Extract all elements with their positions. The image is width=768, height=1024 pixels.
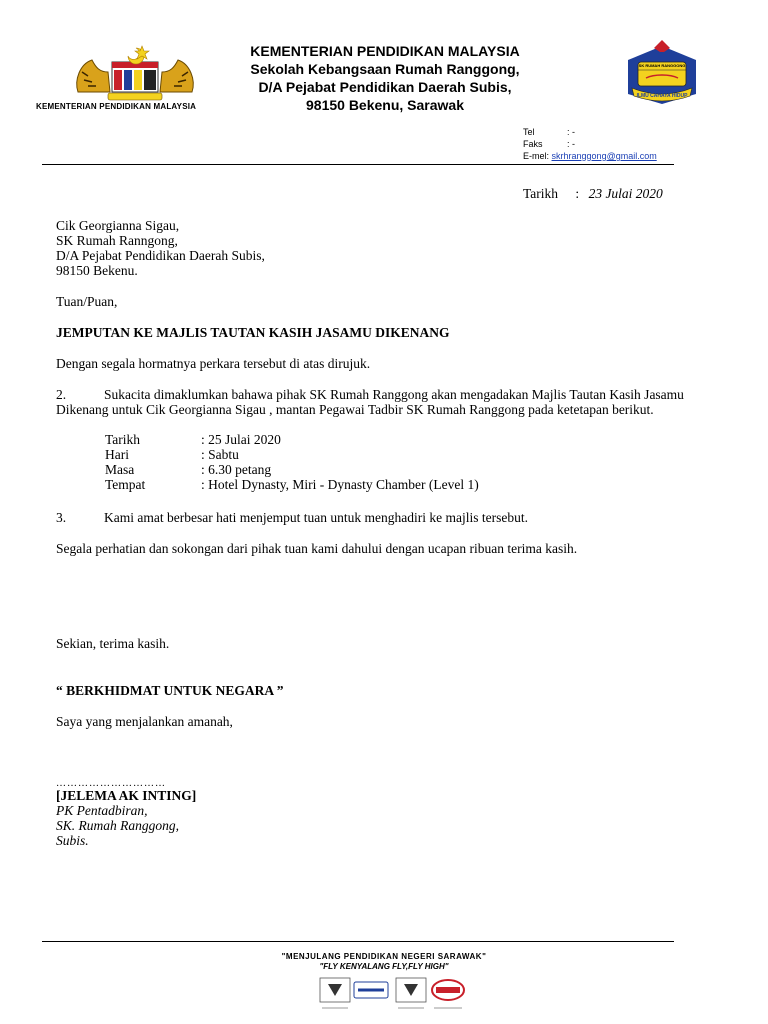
- paragraph-3: [56, 510, 528, 525]
- contact-tel-row: [523, 126, 657, 138]
- detail-row-venue: [105, 477, 479, 492]
- letter-date: [523, 186, 663, 201]
- date-value: 23 Julai 2020: [588, 186, 663, 201]
- email-label: E-mel: [523, 151, 547, 161]
- paragraph-3-number: 3.: [56, 510, 67, 525]
- school-logo-top-text: SK RUMAH RANGGONG: [638, 63, 686, 68]
- detail-row-date: [105, 432, 479, 447]
- signer-school: SK. Rumah Ranggong,: [56, 818, 179, 833]
- detail-key: Tempat: [105, 477, 146, 492]
- signer-block: [56, 788, 196, 848]
- contact-block: [523, 126, 657, 162]
- letter-subject: JEMPUTAN KE MAJLIS TAUTAN KASIH JASAMU DIKENANG: [56, 325, 450, 340]
- detail-key: Tarikh: [105, 432, 141, 447]
- recipient-block: [56, 218, 265, 278]
- paragraph-4: Segala perhatian dan sokongan dari pihak tuan kami dahului dengan ucapan ribuan terima kasih.: [56, 541, 578, 556]
- paragraph-3-text: Kami amat berbesar hati menjemput tuan untuk menghadiri ke majlis tersebut.: [104, 510, 529, 525]
- date-label: Tarikh: [523, 186, 559, 201]
- date-colon: :: [575, 186, 580, 201]
- signer-name: [JELEMA AK INTING]: [56, 788, 197, 803]
- ministry-crest: [70, 42, 200, 102]
- paragraph-2-number: 2.: [56, 387, 67, 402]
- tel-value: : -: [567, 127, 575, 137]
- detail-row-time: [105, 462, 479, 477]
- detail-value: : 25 Julai 2020: [201, 432, 281, 447]
- detail-value: : 6.30 petang: [201, 462, 272, 477]
- ministry-label: KEMENTERIAN PENDIDIKAN MALAYSIA: [36, 102, 197, 111]
- school-name: Sekolah Kebangsaan Rumah Ranggong,: [250, 61, 520, 77]
- paragraph-2: [56, 387, 684, 417]
- event-details: [105, 432, 479, 492]
- tel-label: Tel: [523, 127, 535, 137]
- detail-key: Hari: [105, 447, 129, 462]
- closing: Sekian, terima kasih.: [56, 636, 170, 651]
- school-address-line: D/A Pejabat Pendidikan Daerah Subis,: [258, 79, 512, 95]
- paragraph-2-line2: Dikenang untuk Cik Georgianna Sigau , mantan Pegawai Tadbir SK Rumah Ranggong pada ketetapan berikut.: [56, 402, 654, 417]
- paragraph-1: Dengan segala hormatnya perkara tersebut di atas dirujuk.: [56, 356, 371, 371]
- trust-line: Saya yang menjalankan amanah,: [56, 714, 233, 729]
- footer-motto-1: "MENJULANG PENDIDIKAN NEGERI SARAWAK": [281, 952, 487, 961]
- ministry-title: KEMENTERIAN PENDIDIKAN MALAYSIA: [250, 43, 520, 59]
- signature-dots: …………………………: [56, 778, 166, 789]
- recipient-line: Cik Georgianna Sigau,: [56, 218, 180, 233]
- email-link[interactable]: skrhranggong@gmail.com: [551, 151, 657, 161]
- detail-row-day: [105, 447, 479, 462]
- school-postcode-line: 98150 Bekenu, Sarawak: [306, 97, 464, 113]
- fax-label: Faks: [523, 139, 543, 149]
- salutation: Tuan/Puan,: [56, 294, 118, 309]
- fax-value: : -: [567, 139, 575, 149]
- detail-key: Masa: [105, 462, 135, 477]
- detail-value: : Sabtu: [201, 447, 239, 462]
- footer-motto-2: "FLY KENYALANG FLY,FLY HIGH": [319, 962, 449, 971]
- school-address-block: [225, 42, 545, 114]
- signer-title: PK Pentadbiran,: [56, 803, 148, 818]
- paragraph-2-line1: Sukacita dimaklumkan bahawa pihak SK Rumah Ranggong akan mengadakan Majlis Tautan Kasih Jasamu: [104, 387, 684, 402]
- recipient-line: D/A Pejabat Pendidikan Daerah Subis,: [56, 248, 265, 263]
- signer-place: Subis.: [56, 833, 89, 848]
- national-motto: “ BERKHIDMAT UNTUK NEGARA ”: [56, 683, 284, 698]
- school-logo: [624, 40, 700, 106]
- footer-divider: [42, 941, 674, 942]
- recipient-line: 98150 Bekenu.: [56, 263, 138, 278]
- recipient-line: SK Rumah Ranngong,: [56, 233, 178, 248]
- header-divider: [42, 164, 674, 165]
- detail-value: : Hotel Dynasty, Miri - Dynasty Chamber (Level 1): [201, 477, 479, 492]
- certification-logos: [318, 974, 468, 1014]
- contact-fax-row: [523, 138, 657, 150]
- contact-email-row: [523, 150, 657, 162]
- school-logo-banner-text: ILMU CAHAYA HIDUP: [636, 93, 688, 99]
- email-colon: :: [546, 151, 552, 161]
